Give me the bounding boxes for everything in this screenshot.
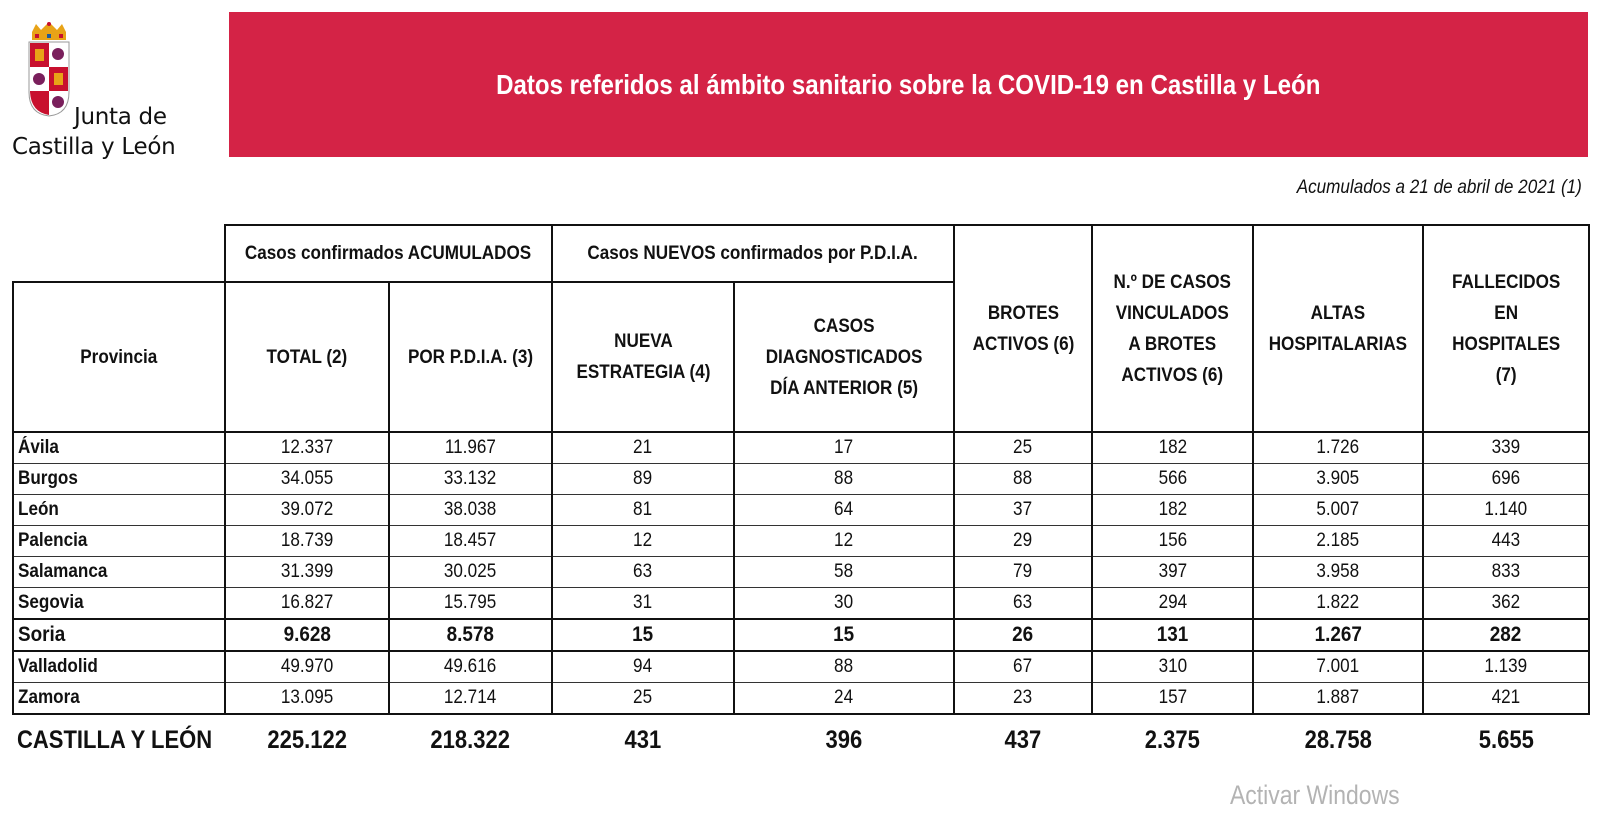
cell-nueva: 31 [552, 588, 734, 620]
cell-dia-anterior: 88 [734, 651, 954, 683]
cell-altas: 3.905 [1253, 464, 1423, 495]
cell-vinculados: 156 [1092, 526, 1253, 557]
col-header-altas: ALTAS HOSPITALARIAS [1253, 225, 1423, 432]
cell-total: 16.827 [225, 588, 389, 620]
covid-data-table [12, 224, 1590, 765]
total-total: 225.122 [267, 725, 347, 754]
group-header-acumulados: Casos confirmados ACUMULADOS [225, 225, 552, 282]
table-row [13, 495, 1589, 526]
cell-provincia: Palencia [13, 526, 225, 557]
cell-nueva: 63 [552, 557, 734, 588]
cell-vinculados: 182 [1092, 495, 1253, 526]
cell-provincia: Segovia [13, 588, 225, 620]
table-row [13, 588, 1589, 620]
total-brotes: 437 [1004, 725, 1042, 754]
cell-dia-anterior: 58 [734, 557, 954, 588]
cell-total: 39.072 [225, 495, 389, 526]
cell-pdia: 8.578 [389, 619, 552, 651]
cell-dia-anterior: 30 [734, 588, 954, 620]
cell-dia-anterior: 88 [734, 464, 954, 495]
cell-vinculados: 294 [1092, 588, 1253, 620]
col-header-casos-diagnosticados: CASOS DIAGNOSTICADOS DÍA ANTERIOR (5) [734, 282, 954, 432]
table-body [13, 432, 1589, 714]
col-header-nueva-estrategia: NUEVA ESTRATEGIA (4) [552, 282, 734, 432]
cell-nueva: 89 [552, 464, 734, 495]
total-pdia: 218.322 [430, 725, 511, 754]
cell-total: 13.095 [225, 683, 389, 715]
cell-pdia: 18.457 [389, 526, 552, 557]
cell-brotes: 29 [954, 526, 1092, 557]
cell-nueva: 81 [552, 495, 734, 526]
total-altas: 28.758 [1304, 725, 1372, 754]
cell-fallecidos: 1.139 [1423, 651, 1589, 683]
cell-total: 31.399 [225, 557, 389, 588]
cell-fallecidos: 1.140 [1423, 495, 1589, 526]
col-header-provincia: Provincia [13, 282, 225, 432]
cell-fallecidos: 833 [1423, 557, 1589, 588]
cell-altas: 1.822 [1253, 588, 1423, 620]
cell-altas: 1.887 [1253, 683, 1423, 715]
total-vinculados: 2.375 [1144, 725, 1201, 754]
cell-total: 9.628 [225, 619, 389, 651]
col-header-fallecidos: FALLECIDOS EN HOSPITALES (7) [1423, 225, 1589, 432]
cell-dia-anterior: 64 [734, 495, 954, 526]
cell-total: 18.739 [225, 526, 389, 557]
cell-nueva: 94 [552, 651, 734, 683]
cell-pdia: 15.795 [389, 588, 552, 620]
total-dia-anterior: 396 [825, 725, 863, 754]
cell-pdia: 11.967 [389, 432, 552, 464]
cell-brotes: 79 [954, 557, 1092, 588]
date-subtitle: Acumulados a 21 de abril de 2021 (1) [1296, 177, 1582, 198]
total-provincia: CASTILLA Y LEÓN [17, 725, 213, 754]
cell-fallecidos: 362 [1423, 588, 1589, 620]
col-header-brotes: BROTES ACTIVOS (6) [954, 225, 1092, 432]
cell-fallecidos: 339 [1423, 432, 1589, 464]
cell-vinculados: 397 [1092, 557, 1253, 588]
cell-dia-anterior: 24 [734, 683, 954, 715]
cell-pdia: 38.038 [389, 495, 552, 526]
table-row [13, 651, 1589, 683]
cell-provincia: Salamanca [13, 557, 225, 588]
col-header-vinculados: N.º DE CASOS VINCULADOS A BROTES ACTIVOS (6) [1092, 225, 1253, 432]
cell-brotes: 37 [954, 495, 1092, 526]
page-title: Datos referidos al ámbito sanitario sobre la COVID-19 en Castilla y León [496, 68, 1321, 100]
cell-dia-anterior: 12 [734, 526, 954, 557]
cell-brotes: 23 [954, 683, 1092, 715]
cell-provincia: Soria [13, 619, 225, 651]
table-row [13, 464, 1589, 495]
junta-logo [12, 18, 212, 158]
cell-dia-anterior: 17 [734, 432, 954, 464]
cell-provincia: Burgos [13, 464, 225, 495]
cell-total: 12.337 [225, 432, 389, 464]
cell-altas: 2.185 [1253, 526, 1423, 557]
cell-nueva: 15 [552, 619, 734, 651]
cell-fallecidos: 282 [1423, 619, 1589, 651]
title-banner [229, 12, 1588, 157]
cell-brotes: 88 [954, 464, 1092, 495]
cell-provincia: León [13, 495, 225, 526]
cell-altas: 5.007 [1253, 495, 1423, 526]
table-row [13, 683, 1589, 715]
total-fallecidos: 5.655 [1478, 725, 1534, 754]
total-nueva: 431 [624, 725, 662, 754]
cell-vinculados: 310 [1092, 651, 1253, 683]
group-header-nuevos: Casos NUEVOS confirmados por P.D.I.A. [552, 225, 954, 282]
cell-total: 49.970 [225, 651, 389, 683]
logo-text-line1: Junta de [74, 104, 167, 130]
cell-altas: 1.267 [1253, 619, 1423, 651]
cell-vinculados: 131 [1092, 619, 1253, 651]
cell-altas: 7.001 [1253, 651, 1423, 683]
cell-brotes: 67 [954, 651, 1092, 683]
cell-provincia: Ávila [13, 432, 225, 464]
cell-nueva: 12 [552, 526, 734, 557]
cell-provincia: Zamora [13, 683, 225, 715]
cell-vinculados: 182 [1092, 432, 1253, 464]
cell-pdia: 30.025 [389, 557, 552, 588]
cell-fallecidos: 696 [1423, 464, 1589, 495]
cell-pdia: 33.132 [389, 464, 552, 495]
cell-brotes: 26 [954, 619, 1092, 651]
table-row [13, 619, 1589, 651]
table-row [13, 526, 1589, 557]
activate-windows-watermark: Activar Windows [1230, 780, 1400, 810]
total-row [13, 714, 1589, 765]
cell-altas: 3.958 [1253, 557, 1423, 588]
blank-corner [13, 225, 225, 282]
table-row [13, 557, 1589, 588]
cell-provincia: Valladolid [13, 651, 225, 683]
cell-pdia: 49.616 [389, 651, 552, 683]
cell-vinculados: 566 [1092, 464, 1253, 495]
cell-total: 34.055 [225, 464, 389, 495]
cell-fallecidos: 421 [1423, 683, 1589, 715]
cell-nueva: 25 [552, 683, 734, 715]
cell-altas: 1.726 [1253, 432, 1423, 464]
logo-text-line2: Castilla y León [12, 134, 176, 160]
col-header-total: TOTAL (2) [225, 282, 389, 432]
logo-text [12, 102, 175, 162]
cell-nueva: 21 [552, 432, 734, 464]
cell-vinculados: 157 [1092, 683, 1253, 715]
table-row [13, 432, 1589, 464]
group-header-row [13, 225, 1589, 282]
cell-brotes: 63 [954, 588, 1092, 620]
col-header-por-pdia: POR P.D.I.A. (3) [389, 282, 552, 432]
cell-brotes: 25 [954, 432, 1092, 464]
cell-fallecidos: 443 [1423, 526, 1589, 557]
cell-dia-anterior: 15 [734, 619, 954, 651]
cell-pdia: 12.714 [389, 683, 552, 715]
